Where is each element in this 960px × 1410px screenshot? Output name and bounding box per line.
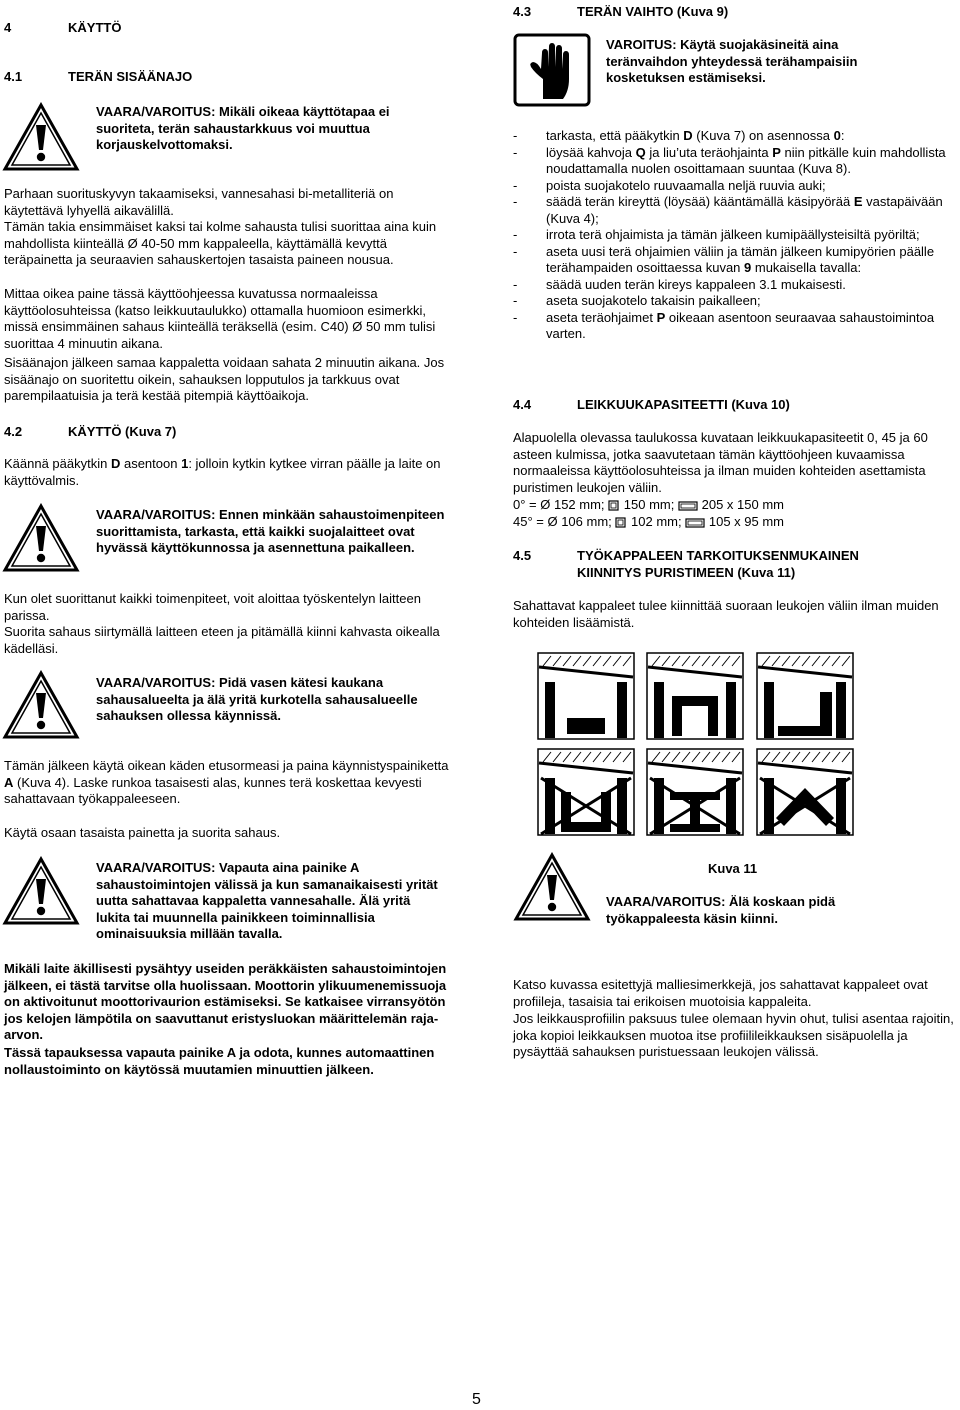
list-item: - tarkasta, että pääkytkin D (Kuva 7) on asennossa 0: bbox=[513, 128, 958, 145]
paragraph-perform-cut: Suorita sahaus siirtymällä laitteen eteen ja pitämällä kiinni kahvasta oikealla kädelläsi. bbox=[4, 624, 440, 656]
rect-bar-icon bbox=[678, 500, 698, 512]
blade-change-steps bbox=[513, 128, 958, 343]
section-4-2-heading: 4.2 KÄYTTÖ (Kuva 7) bbox=[4, 424, 177, 439]
rect-bar-icon bbox=[685, 517, 705, 529]
section-4-3-heading: 4.3 TERÄN VAIHTO (Kuva 9) bbox=[513, 4, 729, 19]
warning-triangle-icon bbox=[2, 670, 80, 740]
square-bar-icon bbox=[615, 517, 627, 529]
warning-triangle-icon bbox=[2, 856, 80, 926]
figure-caption-kuva-11: Kuva 11 bbox=[708, 861, 758, 876]
section-4-1-heading: 4.1 TERÄN SISÄÄNAJO bbox=[4, 69, 193, 84]
warning-text-gloves: VAROITUS: Käytä suojakäsineitä aina teränvaihdon yhteydessä terähampaisiin kosketuksen estämiseksi. bbox=[606, 37, 858, 85]
vise-channel-figure bbox=[646, 652, 744, 740]
glove-hand-icon bbox=[513, 33, 591, 107]
list-item: - aseta teräohjaimet P oikeaan asentoon seuraavaa sahaustoimintoa varten. bbox=[513, 310, 958, 343]
list-item: - säädä terän kireyttä (löysää) kääntämällä käsipyörää E vastapäivään (Kuva 4); bbox=[513, 194, 958, 227]
section-4-4-heading: 4.4 LEIKKUUKAPASITEETTI (Kuva 10) bbox=[513, 397, 790, 412]
paragraph-main-switch: Käännä pääkytkin D asentoon 1: jolloin kytkin kytkee virran päälle ja laite on käyttövalmis. bbox=[4, 456, 441, 488]
paragraph-running-in: Tämän takia ensimmäiset kaksi tai kolme sahausta tulisi suorittaa aina kuin mahdollista kiinteällä Ø 40-50 mm kappaleella, käyttämällä kevyttä teräpainetta ja seuraavien sahauskertojen tasaista paineen nousua. bbox=[4, 219, 437, 267]
warning-text-3: VAARA/VAROITUS: Pidä vasen kätesi kaukana sahausalueelta ja älä yritä kurkotella sahausalueelle sahauksen ollessa käynnissä. bbox=[96, 675, 418, 723]
paragraph-clamp-directly: Sahattavat kappaleet tulee kiinnittää suoraan leukojen väliin ilman muiden kohteiden lisäämistä. bbox=[513, 598, 939, 630]
vise-flat-bar-figure bbox=[537, 652, 635, 740]
section-4-heading: 4 KÄYTTÖ bbox=[4, 20, 122, 35]
list-item: - aseta suojakotelo takaisin paikalleen; bbox=[513, 293, 958, 310]
page-number: 5 bbox=[472, 1391, 481, 1408]
capacity-row-0: 0° = Ø 152 mm; 150 mm; 205 x 150 mm bbox=[513, 497, 784, 512]
paragraph-thermal-protection: Mikäli laite äkillisesti pysähtyy useiden peräkkäisten sahaustoimintojen jälkeen, ei tästä tarvitse olla huolissaan. Moottorin ylikuumenemissuoja on aktivoitunut moottorivaurion estämiseksi. Se katkaisee virransyötön jos kelojen lämpötila on saavuttanut eristysluokan määrittelemän raja-arvon. bbox=[4, 961, 447, 1042]
warning-text-hands: VAARA/VAROITUS: Älä koskaan pidä työkappaleesta käsin kiinni. bbox=[606, 894, 836, 926]
vise-wrong-channel-figure bbox=[537, 748, 635, 836]
paragraph-after-running-in: Sisäänajon jälkeen samaa kappaletta voidaan sahata 2 minuutin aikana. Jos sisäänajo on suoritettu oikein, sahauksen lopputulos ja tarkkuus ovat parempilaatuisia ja terä kestää pitempiä käyttöaikoja. bbox=[4, 355, 445, 403]
warning-text-1: VAARA/VAROITUS: Mikäli oikeaa käyttötapaa ei suoriteta, terän sahaustarkkuus voi muuttua korjauskelvottomaksi. bbox=[96, 104, 390, 152]
square-bar-icon bbox=[608, 500, 620, 512]
capacity-row-45: 45° = Ø 106 mm; 102 mm; 105 x 95 mm bbox=[513, 514, 785, 529]
paragraph-bimetal: Parhaan suorituskyvyn takaamiseksi, vannesahasi bi-metalliteriä on käytettävä lyhyellä aikavälillä. bbox=[4, 186, 394, 218]
list-item: - irrota terä ohjaimista ja tämän jälkeen kumipäällysteisiltä pyöriltä; bbox=[513, 227, 958, 244]
list-item: - säädä uuden terän kireys kappaleen 3.1 mukaisesti. bbox=[513, 277, 958, 294]
warning-triangle-icon bbox=[513, 852, 591, 922]
paragraph-even-pressure: Käytä osaan tasaista painetta ja suorita sahaus. bbox=[4, 825, 281, 840]
warning-triangle-icon bbox=[2, 102, 80, 172]
section-4-5-heading: 4.5 TYÖKAPPALEEN TARKOITUKSENMUKAINEN KIINNITYS PURISTIMEEN (Kuva 11) bbox=[513, 548, 859, 580]
warning-triangle-icon bbox=[2, 503, 80, 573]
paragraph-cutting-capacity: Alapuolella olevassa taulukossa kuvataan leikkuukapasiteetit 0, 45 ja 60 asteen kulmissa, jotka saavutetaan tämän käyttöohjeen kuvaamissa normaaleissa käyttöolosuhteissa ja ilman muiden kohteiden asettamista puristimen leukojen väliin. bbox=[513, 430, 928, 495]
list-item: - poista suojakotelo ruuvaamalla neljä ruuvia auki; bbox=[513, 178, 958, 195]
paragraph-measure-pressure: Mittaa oikea paine tässä käyttöohjeessa kuvatussa normaaleissa käyttöolosuhteissa (katso leikkuutaulukko) ottamalla huomioon esimerkki, missä ensimmäinen sahaus kiinteällä teräksellä (esim. C40) Ø 50 mm tulisi suorittaa 4 minuutin aikana. bbox=[4, 286, 436, 351]
vise-angle-figure bbox=[756, 652, 854, 740]
vise-wrong-angle-figure bbox=[756, 748, 854, 836]
paragraph-start-work: Kun olet suorittanut kaikki toimenpiteet, voit aloittaa työskentelyn laitteen parissa. bbox=[4, 591, 421, 623]
paragraph-start-button: Tämän jälkeen käytä oikean käden etusormeasi ja paina käynnistyspainiketta A (Kuva 4). Laske runkoa tasaisesti alas, kunnes terä koskettaa kevyesti sahattavaan työkappaleeseen. bbox=[4, 758, 449, 806]
paragraph-thin-profiles: Jos leikkausprofiilin paksuus tulee olemaan hyvin ohut, tulisi asentaa rajoitin, joka kopioi leikkauksen muotoa itse profiilileikkauksen sisäpuolella ja pysäyttää sahauksen puristuessaan leukojen välissä. bbox=[513, 1011, 954, 1059]
list-item: - aseta uusi terä ohjaimien väliin ja tämän jälkeen kumipyörien päälle terähampaiden osoittaessa kuvan 9 mukaisella tavalla: bbox=[513, 244, 958, 277]
warning-text-4: VAARA/VAROITUS: Vapauta aina painike A sahaustoimintojen välissä ja kun samanaikaisesti yrität uutta sahattavaa kappaletta vannesahalle. Älä yritä lukita tai muunnella painikkeen toiminnallisia ominaisuuksia millään tavalla. bbox=[96, 860, 438, 941]
list-item: - löysää kahvoja Q ja liu’uta teräohjainta P niin pitkälle kuin mahdollista noudattamalla nuolen osoittamaan suuntaa (Kuva 8). bbox=[513, 145, 958, 178]
paragraph-reset: Tässä tapauksessa vapauta painike A ja odota, kunnes automaattinen nollaustoiminto on käytössä muutamien minuuttien jälkeen. bbox=[4, 1045, 435, 1077]
warning-text-2: VAARA/VAROITUS: Ennen minkään sahaustoimenpiteen suorittamista, tarkasta, että kaikki suojalaitteet ovat hyvässä käyttökunnossa ja asennettuna paikalleen. bbox=[96, 507, 445, 555]
paragraph-profile-examples: Katso kuvassa esitettyjä malliesimerkkejä, jos sahattavat kappaleet ovat profiileja, tasaisia tai erikoisen muotoisia kappaleita. bbox=[513, 977, 928, 1009]
vise-wrong-ibeam-figure bbox=[646, 748, 744, 836]
